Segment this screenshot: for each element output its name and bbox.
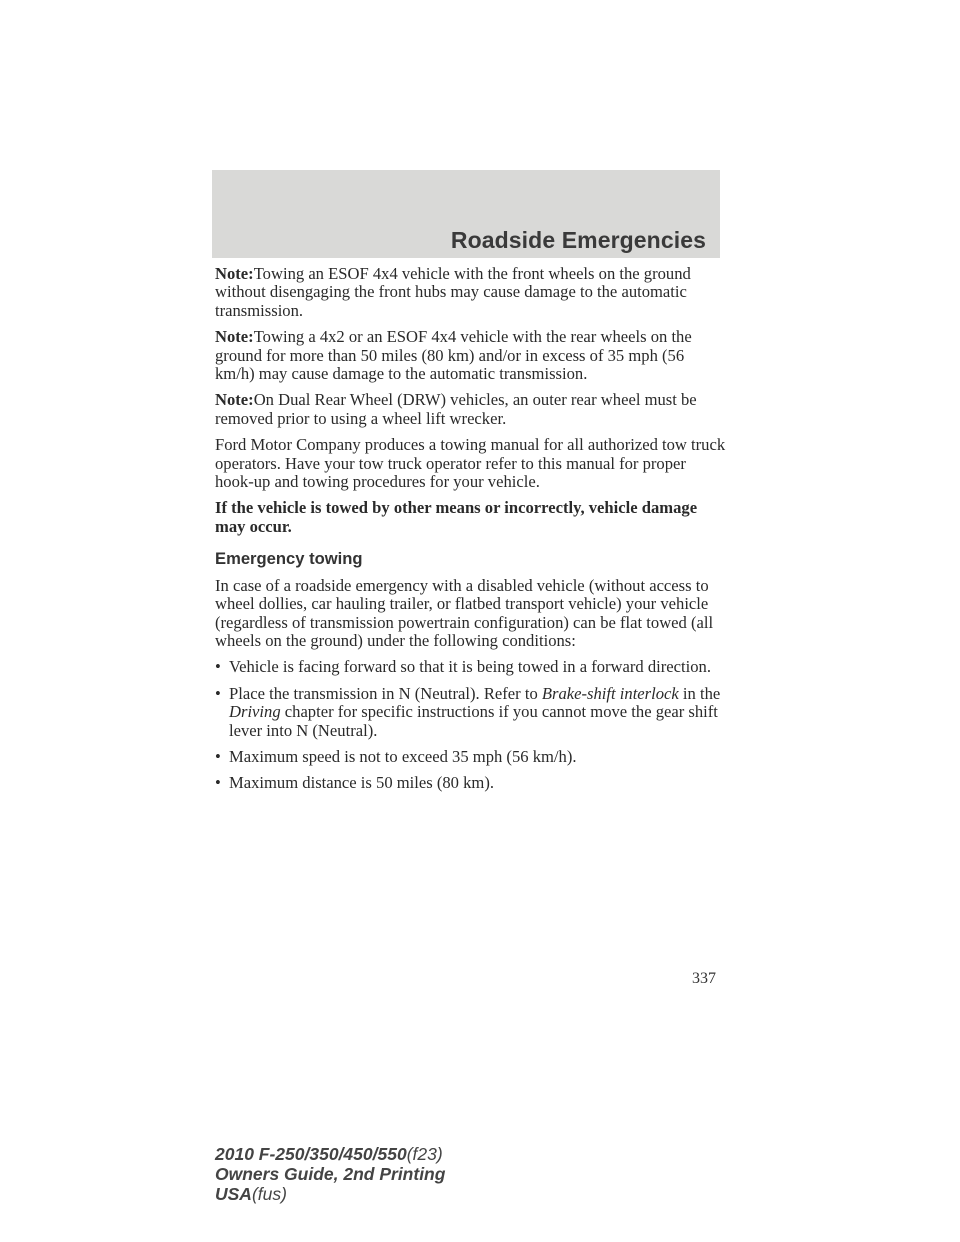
- section-title: Roadside Emergencies: [450, 227, 706, 253]
- page-content: [215, 265, 727, 801]
- damage-warning-paragraph: If the vehicle is towed by other means or incorrectly, vehicle damage may occur.: [215, 498, 698, 536]
- section-header-banner: [212, 170, 720, 258]
- list-item: [215, 748, 727, 766]
- note-rear-wheels: [215, 328, 727, 383]
- note-label: Note:: [215, 390, 254, 410]
- note-text: Towing a 4x2 or an ESOF 4x4 vehicle with the rear wheels on the ground for more than 50 miles (80 km) and/or in excess of 35 mph (56 km/h) may cause damage to the automatic transmission.: [215, 327, 692, 384]
- footer-model: 2010 F-250/350/450/550: [215, 1144, 407, 1164]
- footer-line-model: [215, 1144, 445, 1164]
- footer-line-printing: Owners Guide, 2nd Printing: [215, 1164, 446, 1184]
- emergency-towing-intro: In case of a roadside emergency with a disabled vehicle (without access to wheel dollies, car hauling trailer, or flatbed transport vehicle) your vehicle (regardless of transmission powertrain configuration) can be flat towed (all wheels on the ground) under the following conditions:: [215, 575, 714, 650]
- emergency-towing-heading: Emergency towing: [215, 549, 363, 569]
- list-item-text: in the: [682, 683, 721, 703]
- cross-reference-brake-shift: Brake-shift interlock: [541, 683, 679, 703]
- footer-region: USA: [215, 1184, 252, 1204]
- note-front-hubs: [215, 265, 727, 320]
- note-dual-rear-wheel: [215, 391, 727, 428]
- footer-line-region: [215, 1184, 445, 1204]
- list-item-text: Place the transmission in N (Neutral). Refer to: [229, 683, 538, 703]
- document-footer: [215, 1144, 445, 1204]
- note-label: Note:: [215, 264, 254, 283]
- list-item-text: Maximum distance is 50 miles (80 km).: [229, 773, 495, 793]
- note-label: Note:: [215, 327, 254, 347]
- bullet-icon: •: [215, 683, 221, 703]
- towing-conditions-list: [215, 658, 727, 792]
- bullet-icon: •: [215, 773, 221, 793]
- list-item-text: chapter for specific instructions if you cannot move the gear shift lever into N (Neutral).: [229, 702, 718, 740]
- page-number: 337: [692, 970, 716, 987]
- note-text: Towing an ESOF 4x4 vehicle with the front wheels on the ground without disengaging the front hubs may cause damage to the automatic transmission.: [215, 264, 691, 320]
- list-item: [215, 685, 727, 740]
- bullet-icon: •: [215, 746, 221, 766]
- list-item: [215, 658, 727, 676]
- list-item-text: Maximum speed is not to exceed 35 mph (56 km/h).: [229, 746, 577, 766]
- list-item: [215, 774, 727, 792]
- footer-model-code: (f23): [406, 1144, 443, 1164]
- list-item-text: Vehicle is facing forward so that it is being towed in a forward direction.: [229, 657, 711, 677]
- bullet-icon: •: [215, 657, 221, 677]
- footer-region-code: (fus): [251, 1184, 287, 1204]
- cross-reference-driving: Driving: [229, 702, 281, 722]
- towing-manual-paragraph: Ford Motor Company produces a towing manual for all authorized tow truck operators. Have your tow truck operator refer to this manual for proper hook-up and towing procedures for your vehicle.: [215, 435, 726, 492]
- note-text: On Dual Rear Wheel (DRW) vehicles, an outer rear wheel must be removed prior to using a wheel lift wrecker.: [215, 390, 697, 428]
